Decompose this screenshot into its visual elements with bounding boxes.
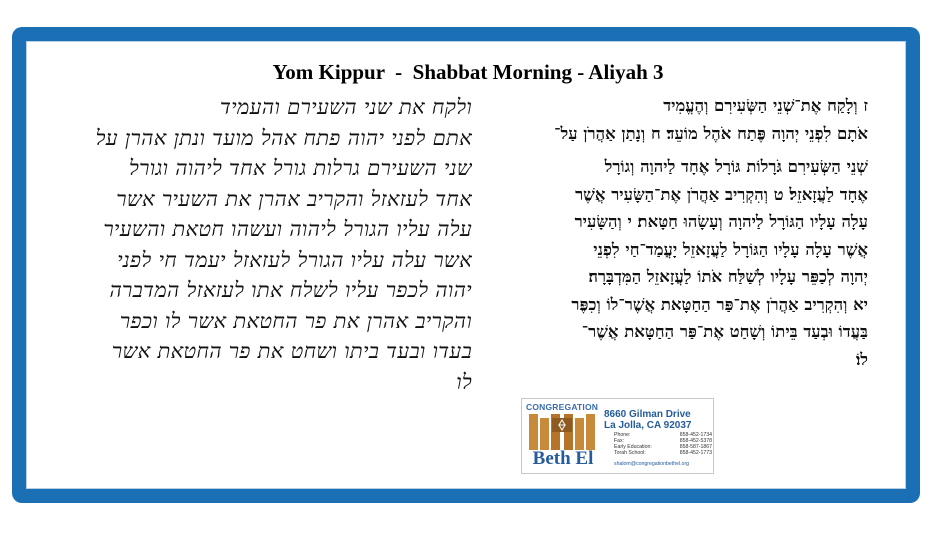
address — [604, 409, 691, 431]
contact-label: Phone: — [614, 432, 631, 438]
vocalized-line: אֲשֶׁר עָלָה עָלָיו הַגּוֹרָל לַעֲזָאזֵל יָעֳמַד־חַי לִפְנֵי — [593, 239, 868, 259]
contact-value: 858-587-1867 — [679, 444, 712, 450]
torah-scroll-text — [48, 92, 472, 397]
scroll-line: אחד לעזאזל והקריב אהרן את השעיר אשר — [116, 186, 472, 211]
scroll-line: עלה עליו הגורל ליהוה ועשהו חטאת והשעיר — [103, 217, 472, 241]
contact-label: Early Education: — [614, 444, 652, 450]
vocalized-text — [506, 96, 868, 373]
scroll-line: שני השעירם גרלות גורל אחד ליהוה וגורל — [128, 156, 472, 180]
vocalized-line: שְׁנֵי הַשְּׂעִירִם גֹּרָלוֹת גּוֹרָל אֶחָד לַיהוָה וְגוֹרָל — [604, 157, 868, 176]
scroll-line: והקריב אהרן את פר החטאת אשר לו וכפר — [119, 308, 472, 333]
page-title: Yom Kippur - Shabbat Morning - Aliyah 3 — [272, 60, 664, 84]
congregation-label: CONGREGATION — [526, 402, 599, 412]
scroll-line: יהוה לכפר עליו לשלח אתו לעזאזל המדברה — [109, 278, 472, 302]
vocalized-line: אֶחָד לַעֲזָאזֵל׃ ט וְהִקְרִיב אַהֲרֹן אֶת־הַשָּׂעִיר אֲשֶׁר — [575, 184, 868, 204]
congregation-logo — [521, 398, 714, 474]
vocalized-line: עָלָה עָלָיו הַגּוֹרָל לַיהוָה וְעָשָׂהוּ חַטָּאת׃ י וְהַשָּׂעִיר — [574, 212, 868, 231]
contact-value: 858-452-5378 — [679, 438, 712, 444]
congregation-name: Beth El — [532, 448, 594, 469]
address-line: La Jolla, CA 92037 — [604, 420, 692, 431]
address-line: 8660 Gilman Drive — [604, 409, 691, 420]
vocalized-line: ז וְלָקַח אֶת־שְׁנֵי הַשְּׂעִירִם וְהֶעֱמִיד — [663, 96, 868, 115]
contact-value: 858-452-1773 — [679, 450, 712, 456]
tablets-icon — [529, 414, 595, 450]
scroll-line: אתם לפני יהוה פתח אהל מועד ונתן אהרן על — [95, 125, 472, 150]
scroll-line: ולקח את שני השעירם והעמיד — [219, 95, 472, 119]
contact-row — [614, 450, 712, 456]
vocalized-line: אֹתָם לִפְנֵי יְהוָה פֶּתַח אֹהֶל מוֹעֵד׃ ח וְנָתַן אַהֲרֹן עַל־ — [554, 123, 868, 143]
scroll-line: לו — [456, 369, 472, 394]
vocalized-line: לוֹ׃ — [856, 349, 868, 369]
vocalized-line: יְהוָה לְכַפֵּר עָלָיו לְשַׁלַּח אֹתוֹ לַעֲזָאזֵל הַמִּדְבָּרָה׃ — [588, 267, 868, 286]
scroll-line: אשר עלה עליו הגורל לעזאזל יעמד חי לפני — [117, 247, 472, 272]
email-address: shalom@congregationbethel.org — [614, 461, 690, 467]
contact-label: Fax: — [614, 438, 625, 444]
vocalized-line: בַּעֲדוֹ וּבְעַד בֵּיתוֹ וְשָׁחַט אֶת־פַּר הַחַטָּאת אֲשֶׁר־ — [581, 322, 868, 341]
contact-value: 858-452-1734 — [679, 432, 712, 438]
scroll-line: בעדו ובעד ביתו ושחט את פר החטאת אשר — [111, 339, 472, 363]
contact-list — [614, 432, 712, 456]
contact-label: Torah School: — [614, 450, 646, 456]
vocalized-line: יא וְהִקְרִיב אַהֲרֹן אֶת־פַּר הַחַטָּאת אֲשֶׁר־לוֹ וְכִפֶּר — [571, 294, 868, 314]
